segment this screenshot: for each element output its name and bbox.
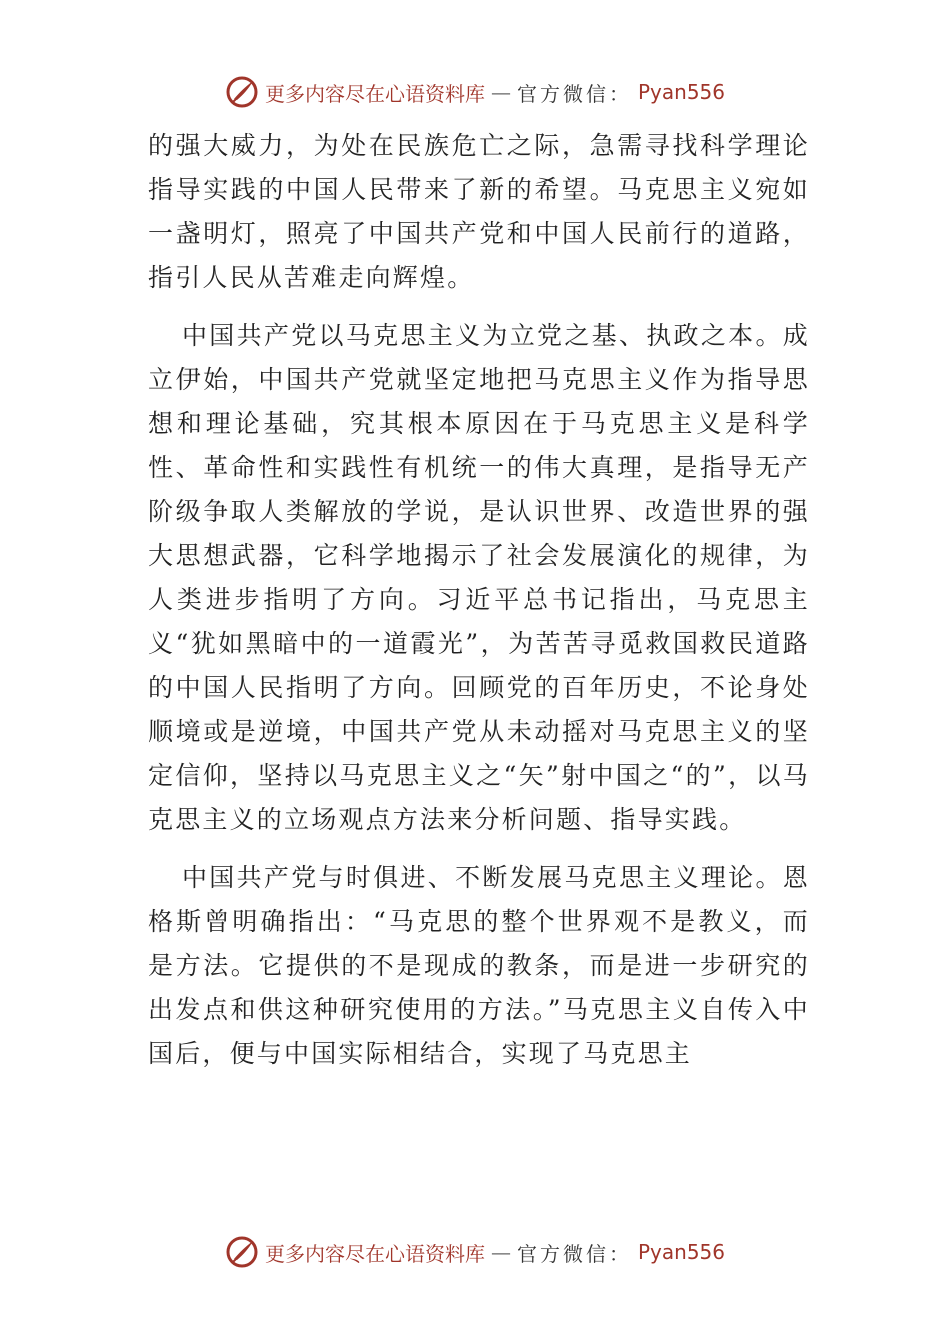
document-body bbox=[148, 124, 810, 1090]
banner-id: Pyan556 bbox=[637, 1240, 725, 1264]
banner-separator: — bbox=[490, 80, 511, 104]
header-banner bbox=[0, 70, 950, 114]
banner-text: 更多内容尽在心语资料库 bbox=[264, 1241, 485, 1266]
banner-text: 更多内容尽在心语资料库 bbox=[264, 81, 485, 106]
paragraph-1: 的强大威力，为处在民族危亡之际，急需寻找科学理论指导实践的中国人民带来了新的希望。马克思主义宛如一盏明灯，照亮了中国共产党和中国人民前行的道路，指引人民从苦难走向辉煌。 bbox=[148, 131, 810, 292]
footer-banner bbox=[0, 1230, 950, 1274]
banner-id: Pyan556 bbox=[637, 80, 725, 104]
banner-separator: — bbox=[490, 1240, 511, 1264]
quill-pen-circle-icon bbox=[225, 75, 259, 109]
paragraph-3: 中国共产党与时俱进、不断发展马克思主义理论。恩格斯曾明确指出：“马克思的整个世界观不是教义，而是方法。它提供的不是现成的教条，而是进一步研究的出发点和供这种研究使用的方法。”马克思主义自传入中国后，便与中国实际相结合，实现了马克思主 bbox=[148, 863, 810, 1068]
quill-pen-circle-icon bbox=[225, 1235, 259, 1269]
banner-label: 官方微信： bbox=[516, 81, 632, 106]
paragraph-2: 中国共产党以马克思主义为立党之基、执政之本。成立伊始，中国共产党就坚定地把马克思主义作为指导思想和理论基础，究其根本原因在于马克思主义是科学性、革命性和实践性有机统一的伟大真理，是指导无产阶级争取人类解放的学说，是认识世界、改造世界的强大思想武器，它科学地揭示了社会发展演化的规律，为人类进步指明了方向。习近平总书记指出，马克思主义“犹如黑暗中的一道霞光”，为苦苦寻觅救国救民道路的中国人民指明了方向。回顾党的百年历史，不论身处顺境或是逆境，中国共产党从未动摇对马克思主义的坚定信仰，坚持以马克思主义之“矢”射中国之“的”，以马克思主义的立场观点方法来分析问题、指导实践。 bbox=[148, 321, 810, 834]
banner-label: 官方微信： bbox=[516, 1241, 632, 1266]
